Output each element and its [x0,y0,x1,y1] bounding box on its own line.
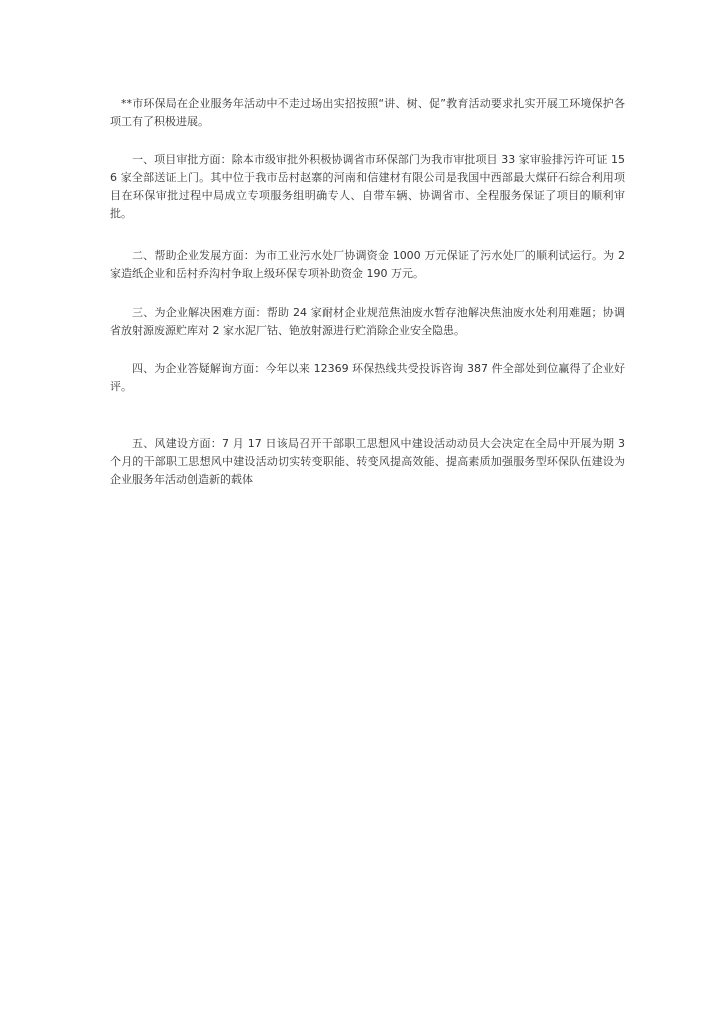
project-approval-paragraph: 一、项目审批方面：除本市级审批外积极协调省市环保部门为我市审批项目 33 家审验排污许可证 156 家全部送证上门。其中位于我市岳村赵寨的河南和信建材有限公司是我国中西部最大煤矸石综合利用项目在环保审批过程中局成立专项服务组明确专人、自带车辆、协调省市、全程服务保证了项目的顺利审批。 [110,153,625,220]
consultation-paragraph: 四、为企业答疑解询方面：今年以来 12369 环保热线共受投诉咨询 387 件全部处到位赢得了企业好评。 [110,362,625,393]
problem-solving-paragraph: 三、为企业解决困难方面：帮助 24 家耐材企业规范焦油废水暂存池解决焦油废水处利用难题；协调省放射源废源贮库对 2 家水泥厂钴、铯放射源进行贮消除企业安全隐患。 [110,306,625,337]
enterprise-development-paragraph: 二、帮助企业发展方面：为市工业污水处厂协调资金 1000 万元保证了污水处厂的顺利试运行。为 2 家造纸企业和岳村乔沟村争取上级环保专项补助资金 190 万元。 [110,249,625,280]
style-building-paragraph: 五、风建设方面：7 月 17 日该局召开干部职工思想风中建设活动动员大会决定在全局中开展为期 3 个月的干部职工思想风中建设活动切实转变职能、转变风提高效能、提高素质加强服务型环保队伍建设为企业服务年活动创造新的载体 [110,437,625,486]
intro-paragraph: **市环保局在企业服务年活动中不走过场出实招按照“讲、树、促”教育活动要求扎实开展工环境保护各项工有了积极进展。 [110,97,625,128]
